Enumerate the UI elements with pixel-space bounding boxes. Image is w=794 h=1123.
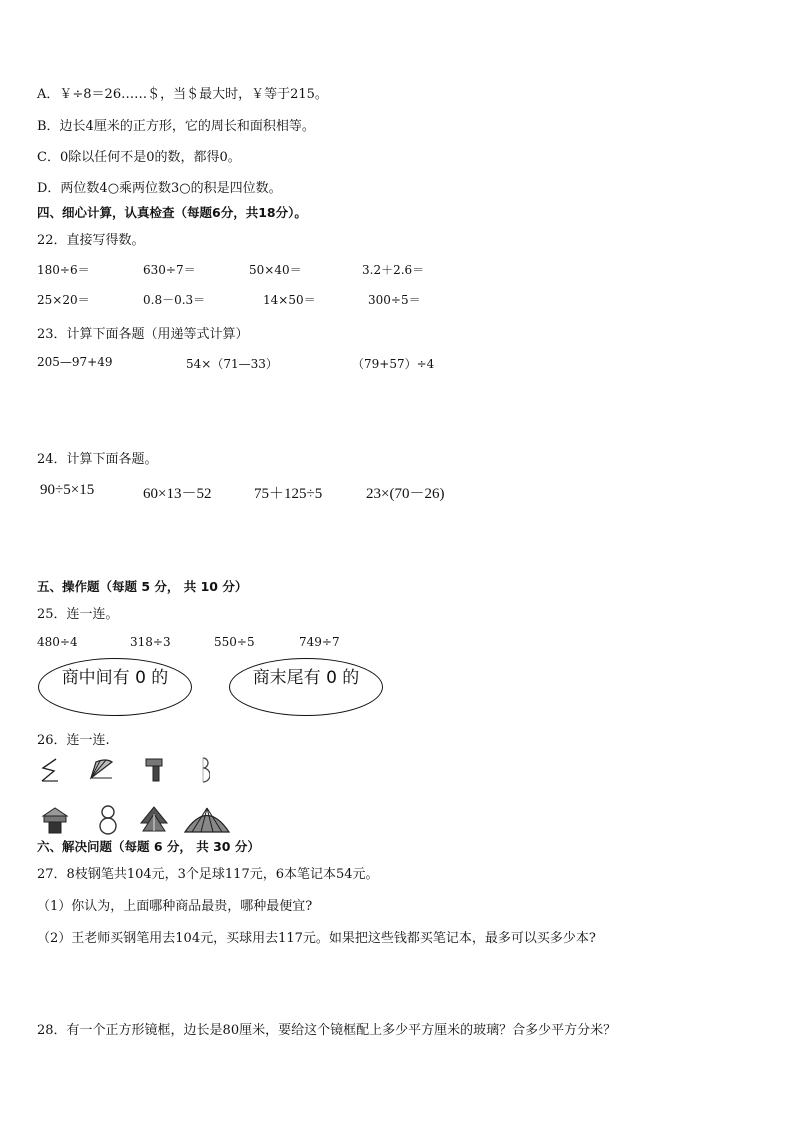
q25-item: 749÷7 bbox=[299, 635, 340, 649]
q22-item: 14×50＝ bbox=[263, 293, 316, 307]
option-d: D．两位数4○乘两位数3○的积是四位数。 bbox=[37, 181, 282, 196]
q27-title: 27．8枝钢笔共104元，3个足球117元，6本笔记本54元。 bbox=[37, 867, 379, 882]
q27-sub1: （1）你认为，上面哪种商品最贵，哪种最便宜? bbox=[37, 899, 313, 914]
house-icon bbox=[40, 805, 70, 835]
option-c: C．0除以任何不是0的数，都得0。 bbox=[37, 150, 241, 165]
q24-title: 24．计算下面各题。 bbox=[37, 452, 158, 467]
q22-item: 0.8－0.3＝ bbox=[143, 293, 206, 307]
q22-item: 25×20＝ bbox=[37, 293, 90, 307]
section-six-title: 六、解决问题（每题 6 分， 共 30 分） bbox=[37, 839, 260, 854]
q25-title: 25．连一连。 bbox=[37, 607, 119, 622]
q24-item: 60×13－52 bbox=[143, 486, 212, 502]
q26-title: 26．连一连. bbox=[37, 733, 110, 748]
table-icon bbox=[144, 756, 166, 784]
tree-icon bbox=[138, 805, 170, 835]
q22-item: 180÷6＝ bbox=[37, 263, 90, 277]
option-a: A．￥÷8＝26……＄，当＄最大时，￥等于215。 bbox=[37, 87, 328, 102]
q25-item: 318÷3 bbox=[130, 635, 171, 649]
q23-item: 54×（71—33） bbox=[186, 357, 278, 371]
snowman-icon bbox=[97, 803, 119, 835]
q23-item: （79+57）÷4 bbox=[352, 357, 435, 371]
q22-title: 22．直接写得数。 bbox=[37, 233, 145, 248]
q28-title: 28．有一个正方形镜框，边长是80厘米，要给这个镜框配上多少平方厘米的玻璃？合多少平方分米？ bbox=[37, 1023, 617, 1038]
ellipse-right-label: 商末尾有 0 的 bbox=[252, 668, 360, 688]
q25-item: 550÷5 bbox=[214, 635, 255, 649]
q23-title: 23．计算下面各题（用递等式计算） bbox=[37, 327, 249, 342]
q25-item: 480÷4 bbox=[37, 635, 78, 649]
gourd-icon bbox=[196, 756, 210, 784]
q24-item: 23×(70－26) bbox=[366, 486, 445, 502]
q22-item: 300÷5＝ bbox=[368, 293, 421, 307]
lightning-icon bbox=[39, 757, 61, 783]
ellipse-middle-zero bbox=[38, 658, 192, 716]
q24-item: 75＋125÷5 bbox=[254, 486, 323, 502]
umbrella-icon bbox=[182, 805, 232, 835]
q24-item: 90÷5×15 bbox=[40, 482, 95, 498]
option-b: B．边长4厘米的正方形，它的周长和面积相等。 bbox=[37, 119, 315, 134]
ellipse-end-zero bbox=[229, 658, 383, 716]
ellipse-left-label: 商中间有 0 的 bbox=[61, 668, 169, 688]
q22-item: 630÷7＝ bbox=[143, 263, 196, 277]
section-four-title: 四、细心计算，认真检查（每题6分，共18分）。 bbox=[37, 205, 307, 220]
q22-item: 50×40＝ bbox=[249, 263, 302, 277]
q22-item: 3.2＋2.6＝ bbox=[362, 263, 425, 277]
q27-sub2: （2）王老师买钢笔用去104元，买球用去117元。如果把这些钱都买笔记本，最多可以买多少本? bbox=[37, 931, 596, 946]
q23-item: 205—97+49 bbox=[37, 355, 113, 369]
fan-icon bbox=[88, 756, 114, 782]
section-five-title: 五、操作题（每题 5 分， 共 10 分） bbox=[37, 579, 248, 594]
